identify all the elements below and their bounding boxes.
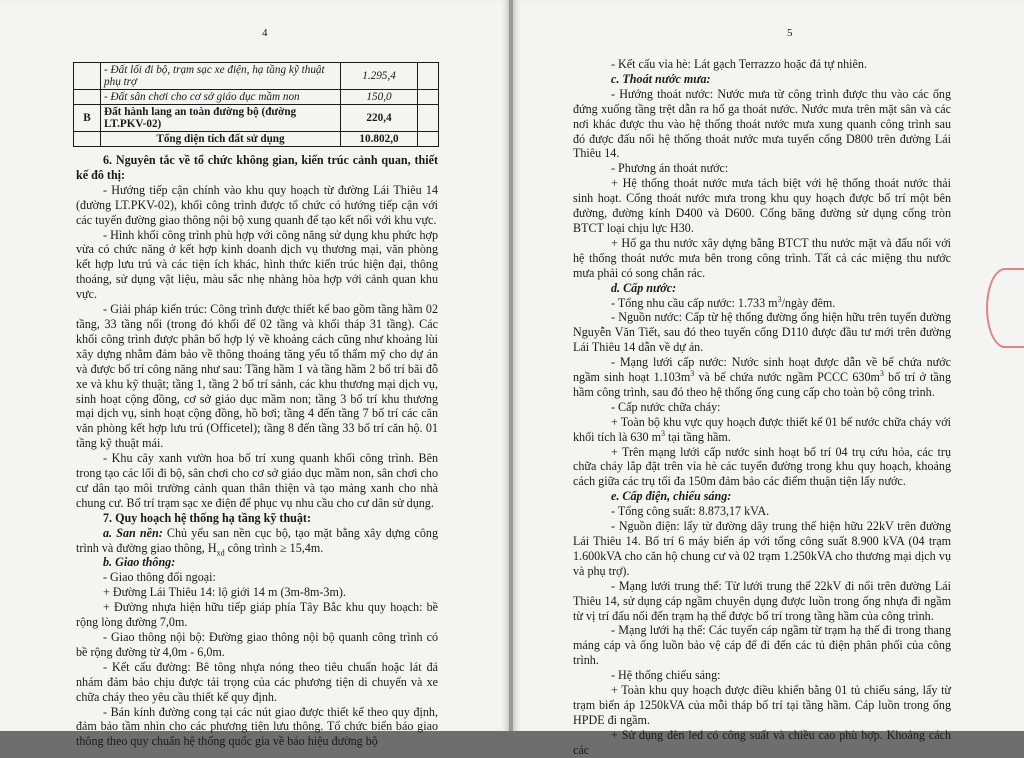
- red-seal-stamp: [986, 268, 1024, 348]
- table-cell: [418, 90, 439, 105]
- text-run: tại tầng hầm.: [665, 429, 731, 444]
- table-row: [74, 90, 439, 105]
- paragraph: + Đường Lái Thiêu 14: lộ giới 14 m (3m-8m-3m).: [103, 585, 346, 600]
- table-cell: [418, 63, 439, 90]
- table-cell: 150,0: [341, 90, 418, 105]
- subsection-heading: e. Cấp điện, chiếu sáng:: [611, 489, 732, 504]
- text-run: công trình ≥ 15,4m.: [224, 540, 324, 555]
- superscript: 3: [690, 369, 695, 378]
- table-cell: 10.802,0: [341, 132, 418, 147]
- table-row: [74, 105, 439, 132]
- text-run: + Toàn bộ khu vực quy hoạch được thiết kế 01 bể nước chữa cháy với khối tích là 630 m: [573, 414, 951, 444]
- paragraph: - Kết cấu vỉa hè: Lát gạch Terrazzo hoặc đá tự nhiên.: [611, 57, 867, 71]
- text-run: - Tổng nhu cầu cấp nước: 1.733 m: [611, 295, 778, 310]
- paragraph: - Mạng lưới trung thế: Từ lưới trung thế 22kV đi nổi trên đường Lái Thiêu 14, sử dụng cáp ngầm chuyên dụng được luồn trong ống nhựa đi ngầm từ vị trí đấu nối đến trạm hạ thế được bố trí trong tầng hầm của công trình.: [573, 578, 951, 623]
- subsection-heading: a. San nền:: [103, 525, 163, 540]
- subscript: xd: [216, 547, 225, 557]
- paragraph: - Giải pháp kiến trúc: Công trình được thiết kế bao gồm tầng hầm 02 tầng, 33 tầng nổi (trong đó khối đế 02 tầng và khối tháp 31 tầng). Các khối công trình được phân bố hợp lý về khoảng cách cũng như khoảng lùi xây dựng nhằm đảm bảo về thông thoáng tăng yếu tố thẩm mỹ cho dự án và được bố trí công năng như sau: Tầng hầm 1 và tầng hầm 2 bố trí bãi đỗ xe và khu kỹ thuật; tầng 1, tầng 2 bố trí sảnh, các khu thương mại dịch vụ, sinh hoạt cộng đồng, cơ sở giáo dục mầm non; tầng 3 bố trí khu thương mại dịch vụ, sinh hoạt cộng đồng, hồ bơi; tầng 4 đến tầng 7 bố trí các căn văn phòng kết hợp lưu trú (Officetel); tầng 8 đến tầng 33 bố trí căn hộ. 01 tầng kỹ thuật mái.: [76, 302, 438, 451]
- page-number-left: 4: [262, 27, 268, 39]
- subsection-heading: b. Giao thông:: [103, 555, 176, 570]
- page-number-right: 5: [787, 27, 793, 39]
- land-use-table: [73, 62, 439, 147]
- table-cell: [74, 132, 101, 147]
- paragraph: + Trên mạng lưới cấp nước sinh hoạt bố trí 04 trụ cứu hỏa, các trụ chữa cháy lắp đặt trên vỉa hè các tuyến đường trong khu quy hoạch, khoảng cách giữa các trụ tối đa 150m đảm bảo các điểm thuận tiện lấy nước.: [573, 444, 951, 489]
- paragraph: - Nguồn nước: Cấp từ hệ thống đường ống hiện hữu trên tuyến đường Nguyễn Văn Tiết, sau đó theo tuyến cống D110 được đầu tư mới trên đường Lái Thiêu 14 dẫn về dự án.: [573, 310, 951, 355]
- text-run: - Mạng lưới cấp nước: Nước sinh hoạt được dẫn về bể chứa nước ngầm sinh hoạt 1.103m: [573, 355, 951, 385]
- paragraph: - Mạng lưới hạ thế: Các tuyến cáp ngầm từ trạm hạ thế đi trong thang máng cáp và ống luồn bảo vệ cáp để đi đến các tủ điện phân phối của công trình.: [573, 623, 951, 668]
- superscript: 3: [777, 294, 782, 304]
- paragraph: + Hố ga thu nước xây dựng bằng BTCT thu nước mặt và đấu nối với hệ thống thoát nước mưa bên trong công trình. Tất cả các miệng thu nước mưa phải có song chắn rác.: [573, 235, 951, 280]
- table-cell: [418, 105, 439, 132]
- paragraph: [573, 296, 951, 311]
- paragraph: + Hệ thống thoát nước mưa tách biệt với hệ thống thoát nước thải sinh hoạt. Cống thoát nước mưa trong khu quy hoạch được bố trí một bên đường, đường kính D400 và D600. Cống băng đường sử dụng cống tròn BTCT loại chịu lực H30.: [573, 176, 951, 235]
- paragraph: - Cấp nước chữa cháy:: [611, 399, 721, 414]
- paragraph: [573, 415, 951, 445]
- table-cell: [74, 63, 101, 90]
- table-cell: B: [74, 105, 101, 132]
- text-run: và bể chứa nước ngầm PCCC 630m: [694, 370, 880, 385]
- table-row: [74, 63, 439, 90]
- table-cell: - Đất lối đi bộ, trạm sạc xe điện, hạ tầng kỹ thuật phụ trợ: [101, 63, 341, 90]
- text-run: bố trí ở tầng hầm công trình, sau đó theo hệ thống ống cung cấp cho toàn bộ công trình.: [573, 370, 952, 399]
- paragraph: + Sử dụng đèn led có công suất và chiều cao phù hợp. Khoảng cách các: [573, 727, 951, 757]
- text-run: /ngày đêm.: [781, 295, 836, 310]
- table-cell: Tổng diện tích đất sử dụng: [101, 132, 341, 147]
- paragraph: + Đường nhựa hiện hữu tiếp giáp phía Tây Bắc khu quy hoạch: bề rộng lòng đường 7,0m.: [76, 600, 438, 630]
- paragraph: - Khu cây xanh vườn hoa bố trí xung quanh khối công trình. Bên trong tạo các lối đi bộ, sân chơi cho cơ sở giáo dục mầm non, sân chơi cho cư dân tạo môi trường cảnh quan thân thiện và tạo mảng xanh cho nhà chung cư. Bố trí trạm sạc xe điện để phục vụ nhu cầu cho cư dân sử dụng.: [76, 451, 438, 510]
- table-cell: 220,4: [341, 105, 418, 132]
- paragraph: - Bán kính đường cong tại các nút giao được thiết kế theo quy định, đảm bảo tầm nhìn cho các phương tiện lưu thông. Tổ chức biển báo giao thông theo quy chuẩn hệ thống quốc gia về báo hiệu đường bộ: [76, 704, 438, 749]
- right-page-body: [573, 57, 951, 758]
- left-page-body: [76, 153, 438, 749]
- text-run: Chủ yếu san nền cục bộ, tạo mặt bằng xây dựng công trình và đường giao thông, H: [76, 525, 439, 555]
- subsection-heading: d. Cấp nước:: [611, 280, 677, 295]
- table-row: [74, 132, 439, 147]
- paragraph: [76, 526, 438, 556]
- subsection-heading: c. Thoát nước mưa:: [611, 71, 711, 86]
- paragraph: - Hệ thống chiếu sáng:: [611, 668, 721, 683]
- paragraph: - Hướng thoát nước: Nước mưa từ công trình được thu vào các ống đứng xuống tầng trệt dẫn ra hố ga thoát nước. Nước mưa trên mặt sân và các nơi khác được thu vào hệ thống thoát nước mưa xung quanh công trình sau đó được đấu nối hệ thống thoát nước mưa tuyến cống D800 trên đường Lái Thiêu 14.: [573, 86, 951, 161]
- table-cell: 1.295,4: [341, 63, 418, 90]
- paragraph: - Hình khối công trình phù hợp với công năng sử dụng khu phức hợp vừa có chức năng ở kết hợp kinh doanh dịch vụ thương mại, văn phòng kết hợp lưu trú và các tiện ích khác, hình thức kiến trúc hiện đại, thông thoáng, sử dụng vật liệu, màu sắc nhẹ nhàng hòa hợp với cảnh quan khu vực.: [76, 227, 438, 302]
- table-cell: [418, 132, 439, 147]
- paragraph: - Kết cấu đường: Bê tông nhựa nóng theo tiêu chuẩn hoặc lát đá nhám đảm bảo chịu được tải trọng của các phương tiện di chuyển và xe chữa cháy theo yêu cầu thiết kế quy định.: [76, 659, 438, 704]
- table-cell: [74, 90, 101, 105]
- table-cell: Đất hành lang an toàn đường bộ (đường LT.PKV-02): [101, 105, 341, 132]
- superscript: 3: [879, 369, 884, 378]
- paragraph: - Giao thông nội bộ: Đường giao thông nội bộ quanh công trình có bề rộng đường từ 4,0m - 6,0m.: [76, 630, 438, 659]
- paragraph: [573, 355, 951, 400]
- paragraph: - Phương án thoát nước:: [611, 161, 729, 176]
- paragraph: - Giao thông đối ngoại:: [103, 570, 216, 585]
- paragraph: - Hướng tiếp cận chính vào khu quy hoạch từ đường Lái Thiêu 14 (đường LT.PKV-02), khối công trình được tổ chức có hướng tiếp cận với các tuyến đường giao thông nội bộ xung quanh để tạo kết nối với khu vực.: [76, 182, 438, 227]
- section-heading: 7. Quy hoạch hệ thống hạ tầng kỹ thuật:: [103, 510, 311, 525]
- section-heading: 6. Nguyên tắc về tổ chức không gian, kiến trúc cảnh quan, thiết kế đô thị:: [76, 153, 438, 182]
- table-cell: - Đất sân chơi cho cơ sở giáo dục mầm non: [101, 90, 341, 105]
- superscript: 3: [661, 428, 666, 438]
- paragraph: - Tổng công suất: 8.873,17 kVA.: [611, 504, 770, 519]
- paragraph: - Nguồn điện: lấy từ đường dây trung thế hiện hữu 22kV trên đường Lái Thiêu 14. Bố trí 6 máy biến áp với tổng công suất 8.900 kVA (04 trạm 1.600kVA cho căn hộ chung cư và 02 trạm 1.250kVA cho thương mại dịch vụ và phụ trợ).: [573, 519, 951, 578]
- paragraph: + Toàn khu quy hoạch được điều khiển bằng 01 tủ chiếu sáng, lấy từ trạm biến áp 1250kVA của mỗi tháp bố trí tại tầng hầm. Cáp luồn trong ống HPDE đi ngầm.: [573, 683, 951, 727]
